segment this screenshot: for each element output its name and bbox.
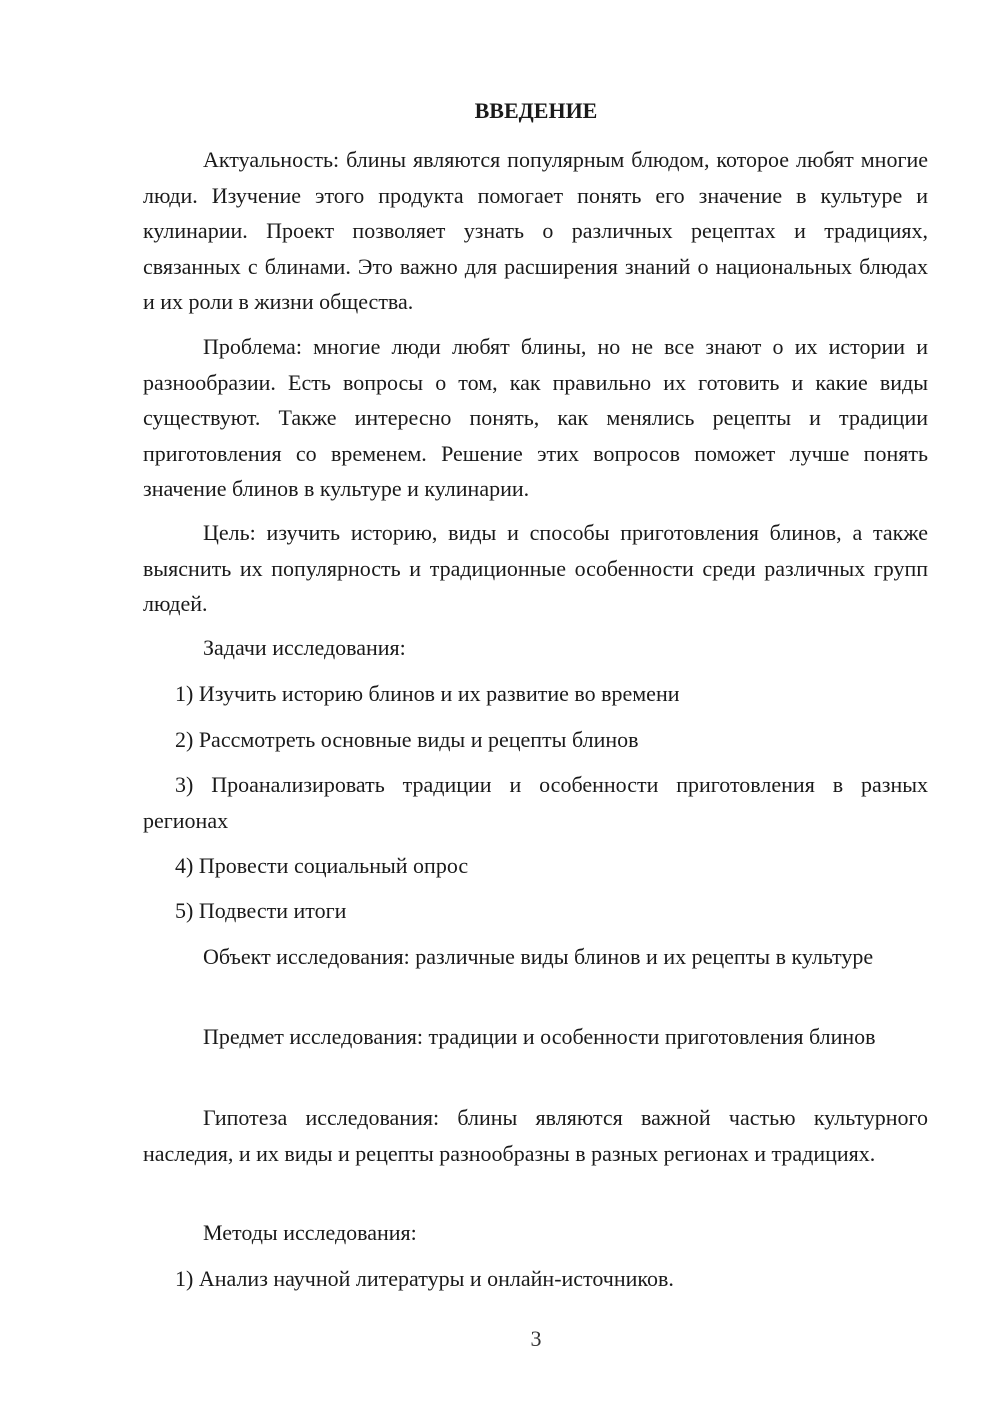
paragraph-problem: Проблема: многие люди любят блины, но не все знают о их истории и разнообразии. Есть вопросы о том, как правильно их готовить и какие виды существуют. Также интересно понять, как менялись рецепты и традиции приготовления со временем. Решение этих вопросов поможет лучше понять значение блинов в культуре и кулинарии. (143, 334, 928, 501)
task-item-4: 4) Провести социальный опрос (175, 853, 469, 878)
paragraph-hypothesis: Гипотеза исследования: блины являются важной частью культурного наследия, и их виды и рецепты разнообразны в разных регионах и традициях. (143, 1105, 928, 1166)
task-item-3: 3) Проанализировать традиции и особенности приготовления в разных регионах (143, 772, 928, 833)
task-item-1: 1) Изучить историю блинов и их развитие во времени (175, 681, 680, 706)
paragraph-object: Объект исследования: различные виды блинов и их рецепты в культуре (203, 944, 874, 969)
method-item-1: 1) Анализ научной литературы и онлайн-источников. (175, 1266, 674, 1291)
page-title: ВВЕДЕНИЕ (474, 98, 598, 123)
paragraph-relevance: Актуальность: блины являются популярным блюдом, которое любят многие люди. Изучение этого продукта помогает понять его значение в культуре и кулинарии. Проект позволяет узнать о различных рецептах и традициях, связанных с блинами. Это важно для расширения знаний о национальных блюдах и их роли в жизни общества. (143, 147, 928, 314)
paragraph-subject: Предмет исследования: традиции и особенности приготовления блинов (203, 1024, 876, 1049)
methods-heading: Методы исследования: (203, 1220, 417, 1245)
tasks-heading: Задачи исследования: (203, 635, 406, 660)
task-item-5: 5) Подвести итоги (175, 898, 347, 923)
paragraph-goal: Цель: изучить историю, виды и способы приготовления блинов, а также выяснить их популярность и традиционные особенности среди различных групп людей. (143, 520, 928, 616)
page-number: 3 (530, 1326, 542, 1351)
task-item-2: 2) Рассмотреть основные виды и рецепты блинов (175, 727, 639, 752)
